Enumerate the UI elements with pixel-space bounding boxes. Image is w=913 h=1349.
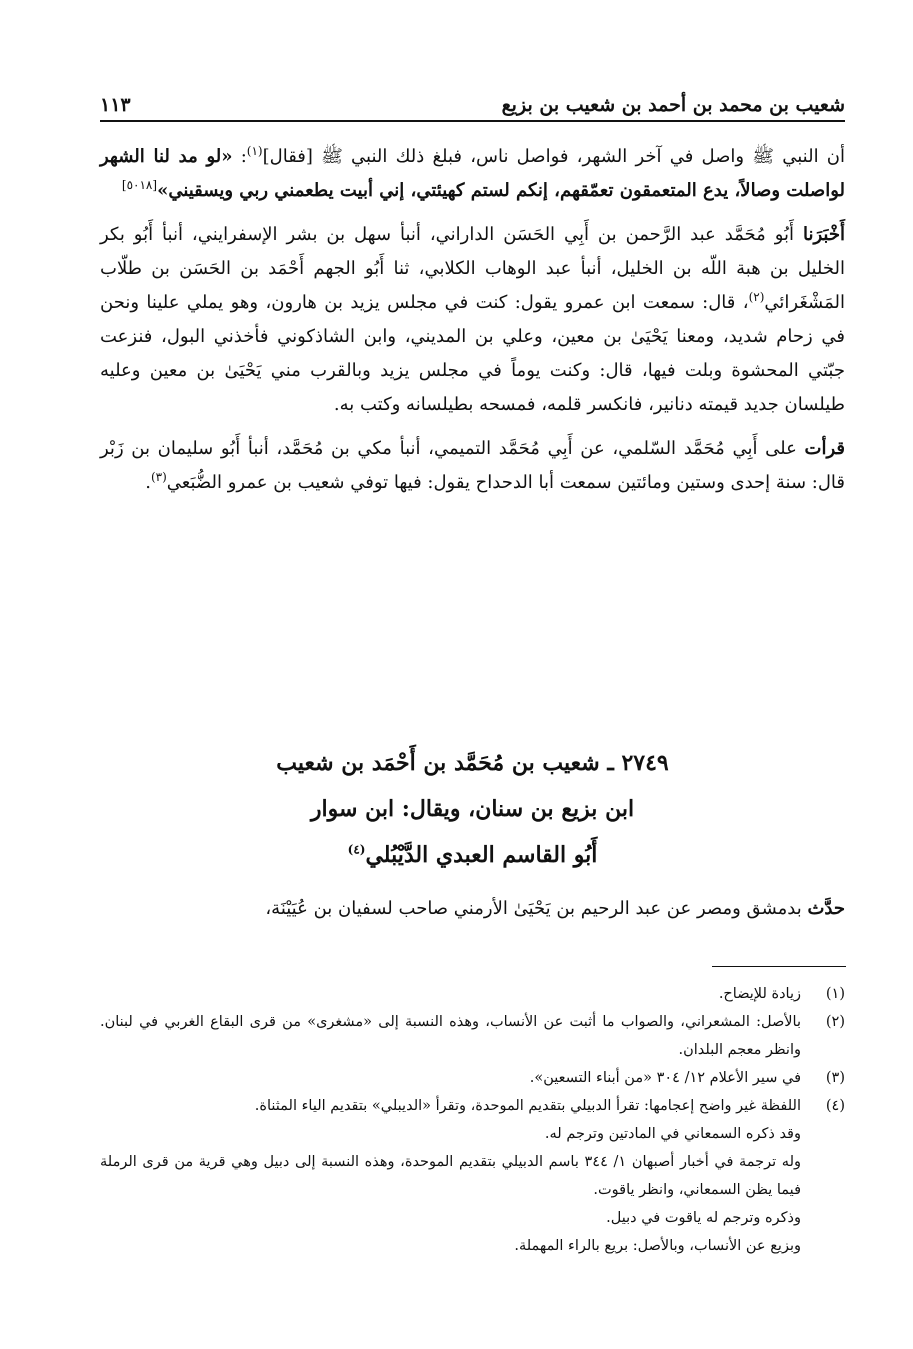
footnote-ref-1: (١) — [246, 144, 263, 158]
entry-heading-line-1: ٢٧٤٩ ـ شعيب بن مُحَمَّد بن أَحْمَد بن شعيب — [276, 750, 669, 776]
footnote-line: وذكره وترجم له ياقوت في دبيل. — [606, 1210, 801, 1226]
running-header — [100, 80, 845, 122]
page-number: ١١٣ — [100, 94, 131, 116]
running-title: شعيب بن محمد بن أحمد بن شعيب بن بزيع — [501, 94, 845, 116]
paragraph-2-text-cont: ، قال: سمعت ابن عمرو يقول: كنت في مجلس يزيد بن هارون، وهو يملي علينا ونحن في زحام شديد، ومعنا يَحْيَىٰ بن معين، وعلي بن المديني، وابن الشاذكوني فأخذني البول، فنزعت جبّتي المحشوة وبلت فيها، قال: وكنت يوماً في مجلس يزيد وبالقرب مني يَحْيَىٰ بن معين وعليه طيلسان جديد قيمته دنانير، فانكسر قلمه، فمسحه بطيلسانه وكتب به. — [100, 292, 845, 415]
paragraph-2 — [100, 218, 845, 422]
footnote-2 — [100, 1008, 845, 1064]
footnote-line: في سير الأعلام ١٢/ ٣٠٤ «من أبناء التسعين». — [529, 1070, 801, 1086]
entry-body-start — [100, 892, 845, 926]
paragraph-2-text: أَبُو مُحَمَّد عبد الرَّحمن بن أَبِي الحَسَن الداراني، أنبأ سهل بن بشر الإسفرايني، أنبأ أَبُو بكر الخليل بن هبة اللّه بن الخليل، أنبأ عبد الوهاب الكلابي، ثنا أَبُو الجهم أَحْمَد بن الحَسَن بن طلّاب المَشْغَرائي — [100, 224, 845, 313]
footnote-number: (١) — [825, 986, 845, 1002]
footnote-number: (٣) — [825, 1070, 845, 1086]
hadith-quote: «لو مد لنا الشهر لواصلت وصالاً، يدع المتعمقون تعمّقهم، إنكم لستم كهيئتي، إني أبيت يطعمني ربي ويسقيني» — [100, 146, 845, 201]
footnote-line: وله ترجمة في أخبار أصبهان ١/ ٣٤٤ باسم الدبيلي بتقديم الموحدة، وهذه النسبة إلى دبيل وهي قرية من قرى الرملة فيما يظن السمعاني، وانظر ياقوت. — [100, 1154, 801, 1198]
footnote-3 — [100, 1064, 845, 1092]
footnote-number: (٤) — [825, 1098, 845, 1114]
footnote-line: اللفظة غير واضح إعجامها: تقرأ الدبيلي بتقديم الموحدة، وتقرأ «الديبلي» بتقديم الياء المثناة. — [254, 1098, 801, 1114]
paragraph-3-text: على أَبِي مُحَمَّد السّلمي، عن أَبِي مُحَمَّد التميمي، أنبأ مكي بن مُحَمَّد، أنبأ أَبُو سليمان بن زَبْر قال: سنة إحدى وستين ومائتين سمعت أبا الدحداح يقول: فيها توفي شعيب بن عمرو الضُّبَعي — [100, 438, 845, 493]
paragraph-1-text: أن النبي ﷺ واصل في آخر الشهر، فواصل ناس، فبلغ ذلك النبي ﷺ [فقال] — [262, 146, 845, 167]
paragraph-3-end: . — [145, 472, 151, 493]
footnote-line: وقد ذكره السمعاني في المادتين وترجم له. — [544, 1126, 801, 1142]
footnote-line: وبزيع عن الأنساب، وبالأصل: بريع بالراء المهملة. — [514, 1238, 801, 1254]
footnote-ref-2: (٢) — [748, 290, 765, 304]
entry-body-lead: حدَّث — [807, 898, 845, 919]
footnote-text — [100, 1008, 801, 1064]
paragraph-1 — [100, 140, 845, 208]
entry-body-text: بدمشق ومصر عن عبد الرحيم بن يَحْيَىٰ الأرمني صاحب لسفيان بن عُيَيْنَة، — [265, 898, 802, 919]
paragraph-1-colon: : — [240, 146, 247, 167]
footnote-ref-3: (٣) — [150, 470, 167, 484]
hadith-number: [٥٠١٨] — [121, 178, 158, 192]
paragraph-3-lead: قرأت — [804, 438, 845, 459]
footnote-line: بالأصل: المشعراني، والصواب ما أثبت عن الأنساب، وهذه النسبة إلى «مشغرى» من قرى البقاع الغربي في لبنان. وانظر معجم البلدان. — [100, 1014, 801, 1058]
main-text — [100, 140, 845, 510]
paragraph-2-lead: أَخْبَرَنا — [802, 224, 845, 245]
paragraph-3 — [100, 432, 845, 500]
entry-heading-line-2: ابن بزيع بن سنان، ويقال: ابن سوار — [310, 796, 635, 822]
footnote-4 — [100, 1092, 845, 1260]
footnote-separator — [712, 966, 846, 967]
footnote-text — [100, 1092, 801, 1260]
footnote-ref-4: (٤) — [347, 842, 366, 857]
entry-heading-line-3-text: أَبُو القاسم العبدي الدَّيْبُلي — [365, 842, 598, 868]
footnote-text — [100, 980, 801, 1008]
entry-heading — [100, 740, 845, 878]
footnote-text — [100, 1064, 801, 1092]
footnote-number: (٢) — [825, 1014, 845, 1030]
footnote-1 — [100, 980, 845, 1008]
footnotes — [100, 980, 845, 1260]
footnote-line: زيادة للإيضاح. — [718, 986, 801, 1002]
entry-heading-line-3 — [100, 832, 845, 878]
